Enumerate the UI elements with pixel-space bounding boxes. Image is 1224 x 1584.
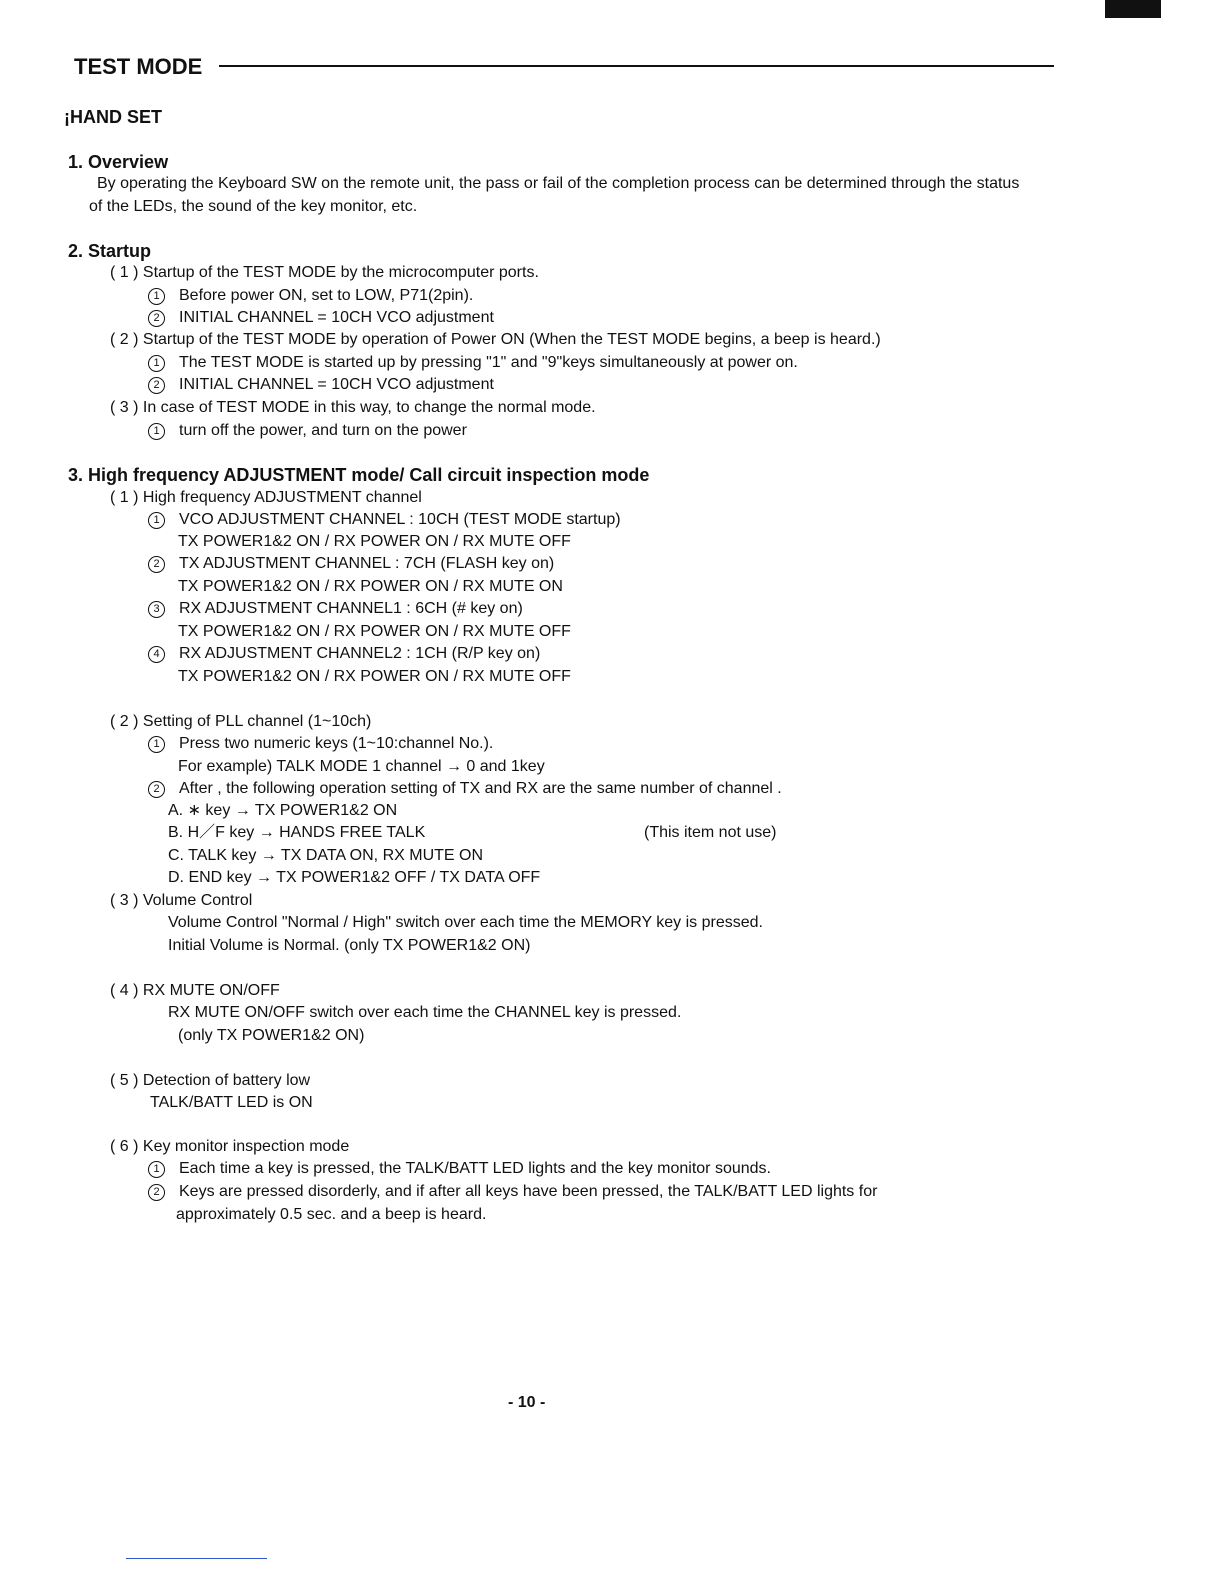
hf-option-c: C. TALK key → TX DATA ON, RX MUTE ON (168, 847, 484, 864)
circled-number: 2 (148, 377, 165, 394)
hf-option-d: D. END key → TX POWER1&2 OFF / TX DATA OFF (168, 869, 541, 886)
circled-number: 1 (148, 355, 165, 372)
hf-item-4: ( 4 ) RX MUTE ON/OFF (110, 982, 280, 999)
hf-option-b-note: (This item not use) (644, 824, 777, 841)
hf-option-a: A. ∗ key → TX POWER1&2 ON (168, 802, 398, 819)
startup-item-1: ( 1 ) Startup of the TEST MODE by the microcomputer ports. (110, 264, 539, 281)
hf-item-4-line-1: RX MUTE ON/OFF switch over each time the CHANNEL key is pressed. (168, 1004, 682, 1021)
circled-number: 1 (148, 288, 165, 305)
startup-sub-1-1: 1 Before power ON, set to LOW, P71(2pin). (148, 286, 473, 306)
page-title: TEST MODE (74, 54, 203, 79)
overview-heading: 1. Overview (68, 152, 169, 172)
footer-link-line (126, 1558, 267, 1559)
hf-sub-1-3-detail: TX POWER1&2 ON / RX POWER ON / RX MUTE OFF (178, 623, 571, 640)
hf-sub-2-1-example: For example) TALK MODE 1 channel → 0 and 1key (178, 758, 545, 775)
circled-number: 1 (148, 423, 165, 440)
circled-number: 4 (148, 646, 165, 663)
circled-number: 1 (148, 512, 165, 529)
hf-item-1: ( 1 ) High frequency ADJUSTMENT channel (110, 489, 422, 506)
hf-sub-1-2: 2 TX ADJUSTMENT CHANNEL : 7CH (FLASH key on) (148, 554, 554, 574)
hf-item-3-line-1: Volume Control "Normal / High" switch over each time the MEMORY key is pressed. (168, 914, 763, 931)
hf-sub-6-2: 2 Keys are pressed disorderly, and if after all keys have been pressed, the TALK/BATT LED lights for (148, 1182, 877, 1202)
circled-number: 1 (148, 736, 165, 753)
circled-number: 2 (148, 1184, 165, 1201)
hf-sub-1-1: 1 VCO ADJUSTMENT CHANNEL : 10CH (TEST MODE startup) (148, 510, 621, 530)
hf-sub-1-3: 3 RX ADJUSTMENT CHANNEL1 : 6CH (# key on) (148, 599, 523, 619)
hf-item-2: ( 2 ) Setting of PLL channel (1~10ch) (110, 713, 372, 730)
hf-item-5: ( 5 ) Detection of battery low (110, 1072, 311, 1089)
hf-item-5-line-1: TALK/BATT LED is ON (150, 1094, 313, 1111)
circled-number: 3 (148, 601, 165, 618)
hf-sub-1-1-detail: TX POWER1&2 ON / RX POWER ON / RX MUTE OFF (178, 533, 571, 550)
hf-item-3: ( 3 ) Volume Control (110, 892, 253, 909)
circled-number: 2 (148, 556, 165, 573)
hf-item-3-line-2: Initial Volume is Normal. (only TX POWER1&2 ON) (168, 937, 531, 954)
startup-heading: 2. Startup (68, 241, 152, 261)
section-heading: ¡HAND SET (64, 107, 162, 127)
hf-heading: 3. High frequency ADJUSTMENT mode/ Call circuit inspection mode (68, 465, 650, 485)
circled-number: 2 (148, 310, 165, 327)
hf-item-6: ( 6 ) Key monitor inspection mode (110, 1138, 350, 1155)
hf-sub-1-4: 4 RX ADJUSTMENT CHANNEL2 : 1CH (R/P key on) (148, 644, 540, 664)
circled-number: 2 (148, 781, 165, 798)
page-number: - 10 - (508, 1394, 546, 1411)
startup-sub-1-2: 2 INITIAL CHANNEL = 10CH VCO adjustment (148, 308, 494, 328)
startup-item-2: ( 2 ) Startup of the TEST MODE by operation of Power ON (When the TEST MODE begins, a beep is heard.) (110, 331, 881, 348)
startup-item-3: ( 3 ) In case of TEST MODE in this way, to change the normal mode. (110, 399, 596, 416)
title-rule (219, 65, 1054, 67)
overview-line-1: By operating the Keyboard SW on the remote unit, the pass or fail of the completion process can be determined through the status (97, 175, 1020, 192)
hf-item-4-line-2: (only TX POWER1&2 ON) (178, 1027, 365, 1044)
hf-sub-6-1: 1 Each time a key is pressed, the TALK/BATT LED lights and the key monitor sounds. (148, 1159, 771, 1179)
startup-sub-3-1: 1 turn off the power, and turn on the power (148, 421, 467, 441)
hf-option-b: B. H／F key → HANDS FREE TALK (168, 824, 426, 841)
startup-sub-2-1: 1 The TEST MODE is started up by pressing "1" and "9"keys simultaneously at power on. (148, 353, 798, 373)
corner-mark (1105, 0, 1161, 18)
hf-sub-2-2: 2 After , the following operation setting of TX and RX are the same number of channel . (148, 779, 782, 799)
hf-sub-6-2-cont: approximately 0.5 sec. and a beep is heard. (176, 1206, 487, 1223)
overview-line-2: of the LEDs, the sound of the key monitor, etc. (89, 198, 418, 215)
hf-sub-1-2-detail: TX POWER1&2 ON / RX POWER ON / RX MUTE ON (178, 578, 563, 595)
hf-sub-2-1: 1 Press two numeric keys (1~10:channel No.). (148, 734, 493, 754)
hf-sub-1-4-detail: TX POWER1&2 ON / RX POWER ON / RX MUTE OFF (178, 668, 571, 685)
circled-number: 1 (148, 1161, 165, 1178)
startup-sub-2-2: 2 INITIAL CHANNEL = 10CH VCO adjustment (148, 375, 494, 395)
